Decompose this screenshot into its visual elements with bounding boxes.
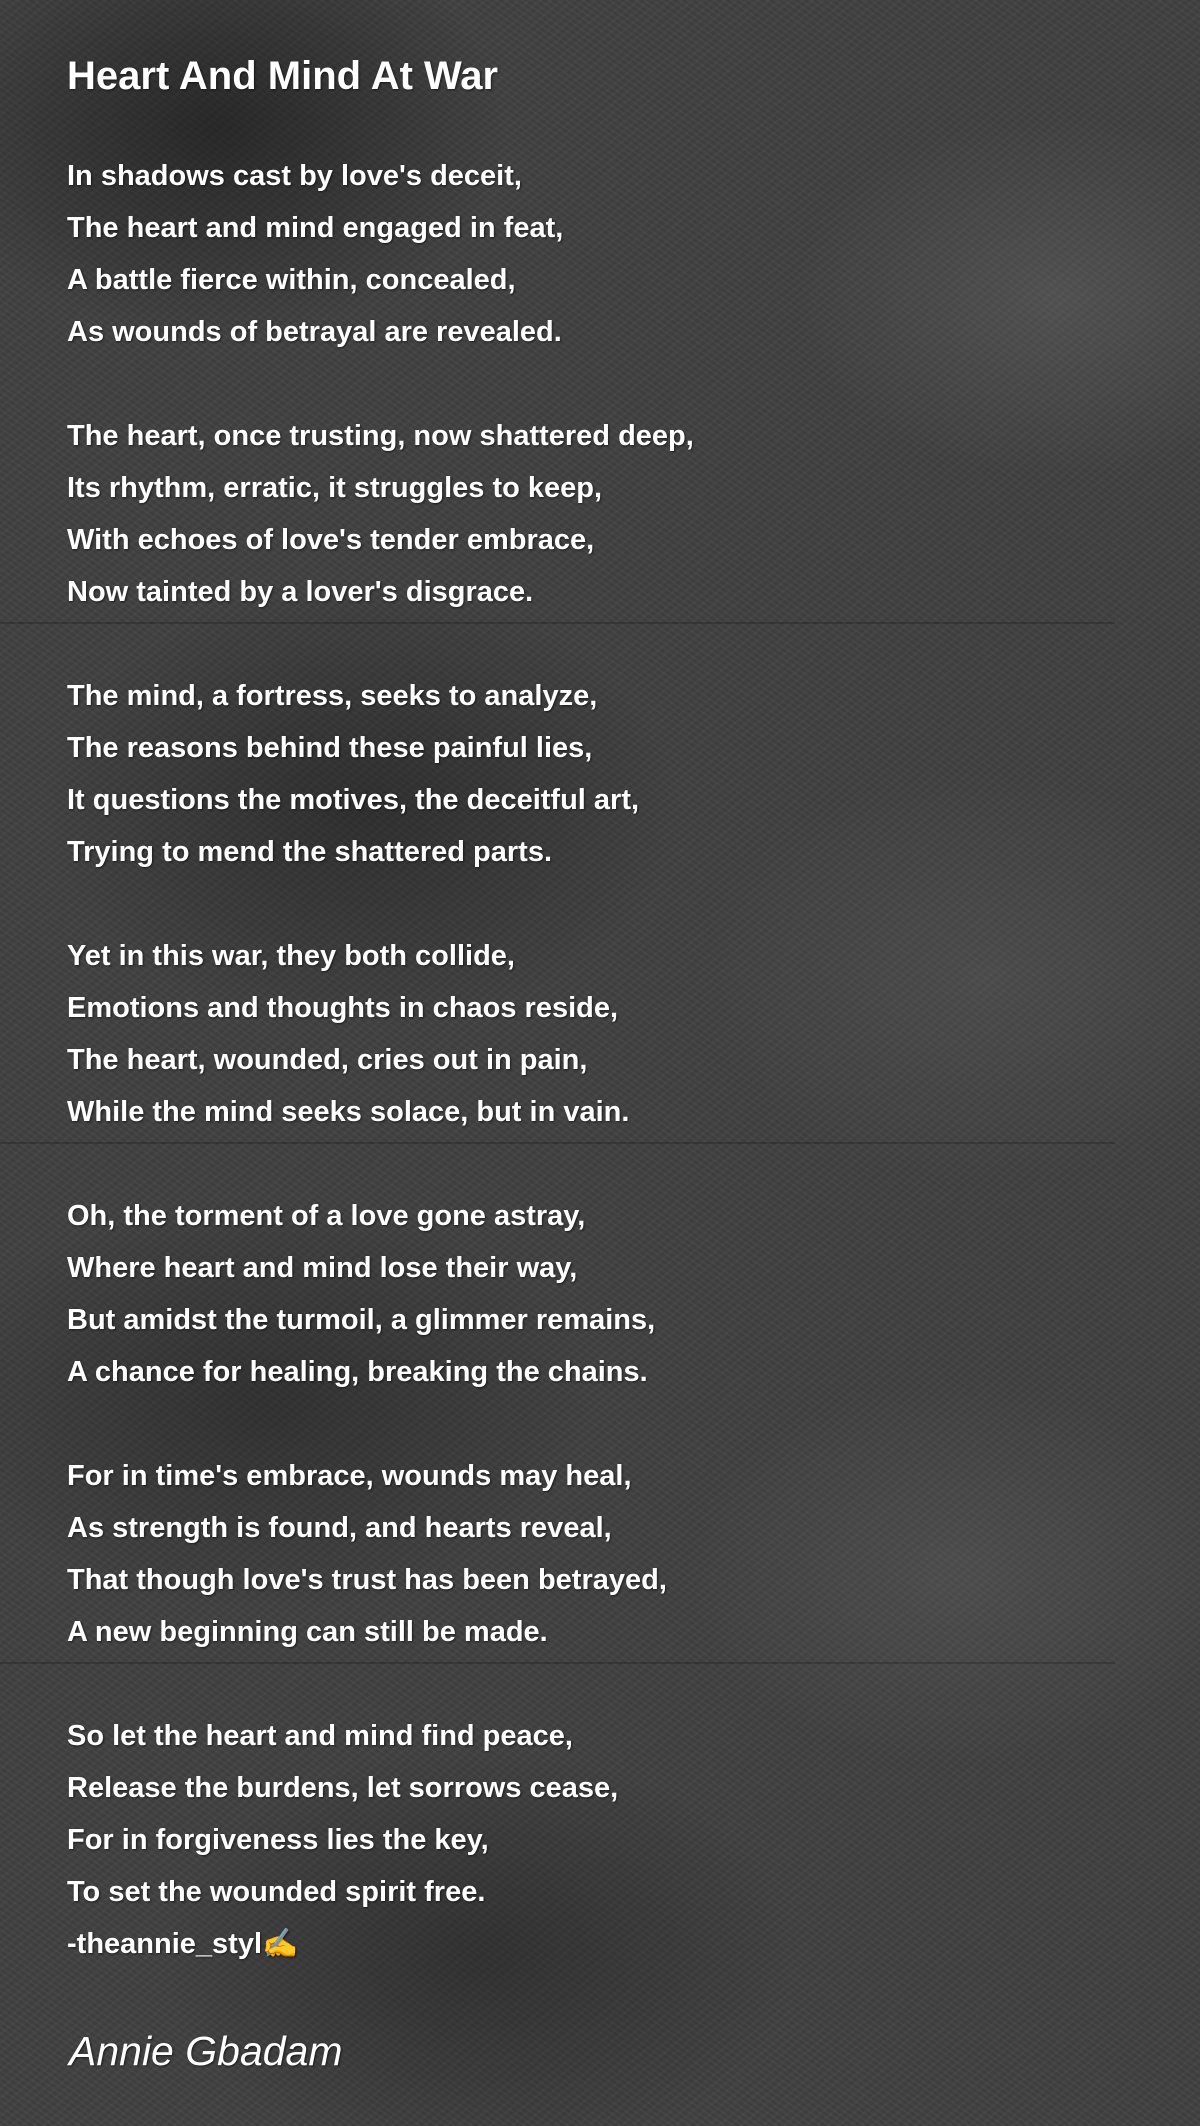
stanza <box>67 1450 694 1658</box>
poem-line: So let the heart and mind find peace, <box>67 1720 573 1752</box>
poem-line: It questions the motives, the deceitful art, <box>67 784 640 816</box>
poem-line: Trying to mend the shattered parts. <box>67 836 553 868</box>
poem-line: That though love's trust has been betrayed, <box>67 1564 667 1596</box>
poem-line: A battle fierce within, concealed, <box>67 264 516 296</box>
stanza <box>67 1710 694 1970</box>
poem-line: As strength is found, and hearts reveal, <box>67 1512 612 1544</box>
poem-line: Release the burdens, let sorrows cease, <box>67 1772 619 1804</box>
poem-line: As wounds of betrayal are revealed. <box>67 316 562 348</box>
poem-line: The heart, wounded, cries out in pain, <box>67 1044 588 1076</box>
poem-line: Now tainted by a lover's disgrace. <box>67 576 534 608</box>
stanza <box>67 930 694 1138</box>
poem-author: Annie Gbadam <box>69 2028 343 2074</box>
stanza <box>67 150 694 358</box>
poem-line: The heart and mind engaged in feat, <box>67 212 564 244</box>
poem-line: A new beginning can still be made. <box>67 1616 548 1648</box>
poem-signature: -theannie_styl✍️ <box>67 1928 299 1960</box>
stanza <box>67 1190 694 1398</box>
poem-body <box>67 150 694 2022</box>
poem-line: Yet in this war, they both collide, <box>67 940 515 972</box>
poem-line: Where heart and mind lose their way, <box>67 1252 578 1284</box>
poem-line: For in forgiveness lies the key, <box>67 1824 489 1856</box>
stanza <box>67 670 694 878</box>
poem-line: The reasons behind these painful lies, <box>67 732 593 764</box>
poem-title: Heart And Mind At War <box>67 54 499 98</box>
poem-line: Oh, the torment of a love gone astray, <box>67 1200 586 1232</box>
poem-line: But amidst the turmoil, a glimmer remains, <box>67 1304 656 1336</box>
poem-line: A chance for healing, breaking the chains. <box>67 1356 648 1388</box>
poem-line: To set the wounded spirit free. <box>67 1876 486 1908</box>
poem-line: With echoes of love's tender embrace, <box>67 524 595 556</box>
poem-line: Its rhythm, erratic, it struggles to keep, <box>67 472 603 504</box>
poem-line: The heart, once trusting, now shattered deep, <box>67 420 694 452</box>
poem-line: Emotions and thoughts in chaos reside, <box>67 992 619 1024</box>
poem-line: While the mind seeks solace, but in vain. <box>67 1096 630 1128</box>
poem-line: The mind, a fortress, seeks to analyze, <box>67 680 598 712</box>
stanza <box>67 410 694 618</box>
poem-line: In shadows cast by love's deceit, <box>67 160 522 192</box>
poem-line: For in time's embrace, wounds may heal, <box>67 1460 632 1492</box>
